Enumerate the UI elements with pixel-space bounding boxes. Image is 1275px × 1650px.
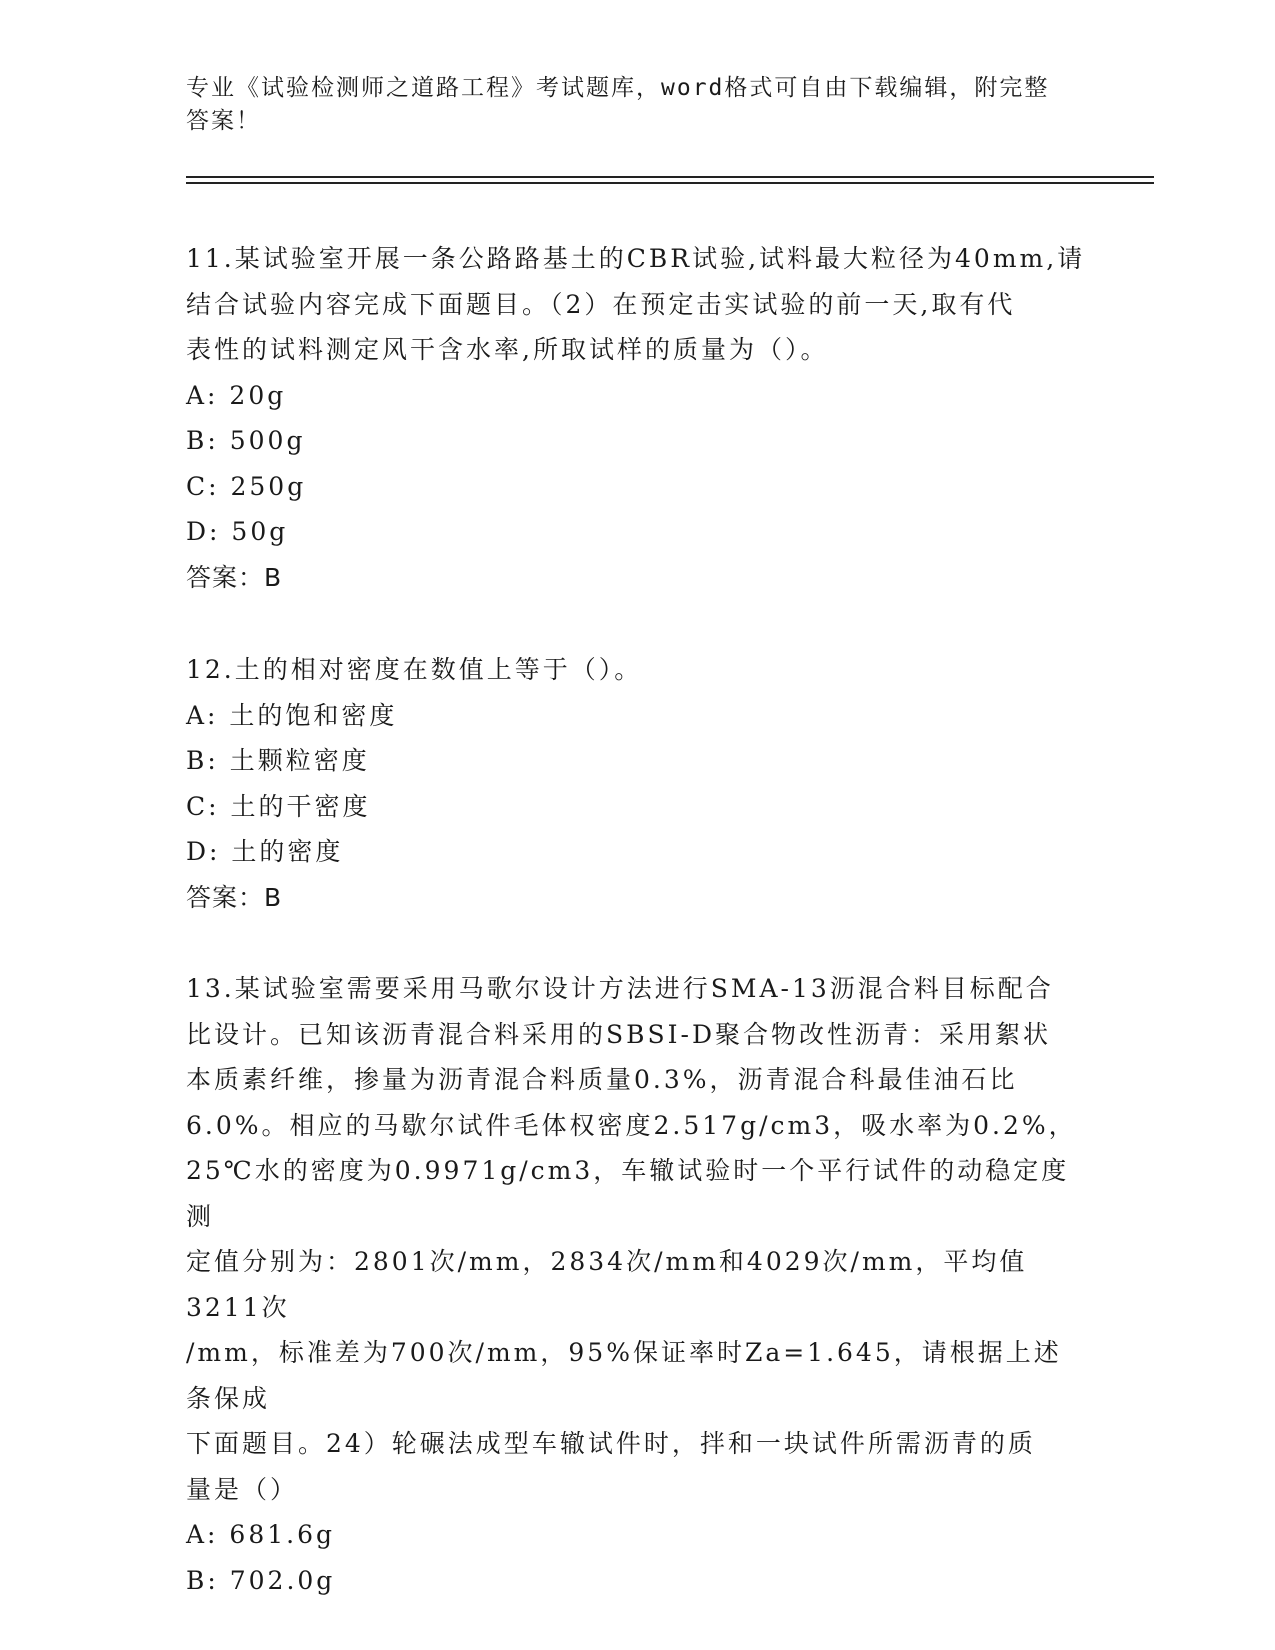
- question-stem-line: 6.0%。相应的马歇尔试件毛体权密度2.517g/cm3，吸水率为0.2%，: [186, 1110, 1077, 1140]
- question-stem-line: 下面题目。24）轮碾法成型车辙试件时，拌和一块试件所需沥青的质: [186, 1429, 1036, 1458]
- question-stem-line: 11.某试验室开展一条公路路基土的CBR试验,试料最大粒径为40mm,请: [186, 244, 1086, 273]
- option-c: C: 土的干密度: [186, 791, 371, 821]
- header-divider-bottom: [186, 182, 1154, 184]
- option-a: A: 681.6g: [186, 1520, 335, 1549]
- option-c: C: 250g: [186, 471, 307, 501]
- answer: 答案：B: [186, 882, 283, 912]
- question-stem-line: 量是（）: [186, 1474, 299, 1504]
- question-12: [186, 647, 1086, 920]
- answer: 答案：B: [186, 562, 283, 592]
- question-stem-line: 比设计。已知该沥青混合料采用的SBSI-D聚合物改性沥青：采用絮状: [186, 1019, 1051, 1049]
- question-stem-line: 13.某试验室需要采用马歌尔设计方法进行SMA-13沥混合料目标配合: [186, 974, 1054, 1003]
- option-b: B: 702.0g: [186, 1565, 336, 1595]
- header-divider-top: [186, 176, 1154, 178]
- question-stem-line: 结合试验内容完成下面题目。（2）在预定击实试验的前一天,取有代: [186, 289, 1016, 319]
- question-11: [186, 236, 1086, 600]
- question-13: [186, 966, 1086, 1603]
- option-b: B: 500g: [186, 426, 306, 455]
- question-stem-line: 定值分别为：2801次/mm，2834次/mm和4029次/mm，平均值3211次: [186, 1247, 1028, 1322]
- option-a: A: 20g: [186, 380, 287, 410]
- option-a: A: 土的饱和密度: [186, 700, 398, 730]
- option-d: D: 50g: [186, 517, 289, 546]
- question-stem-line: /mm，标准差为700次/mm，95%保证率时Za=1.645，请根据上述条保成: [186, 1338, 1062, 1413]
- question-stem-line: 12.土的相对密度在数值上等于（）。: [186, 655, 643, 684]
- question-stem-line: 本质素纤维，掺量为沥青混合料质量0.3%，沥青混合科最佳油石比: [186, 1065, 1018, 1094]
- option-b: B: 土颗粒密度: [186, 746, 370, 775]
- document-header: 专业《试验检测师之道路工程》考试题库，word格式可自由下载编辑，附完整答案！: [186, 75, 1050, 134]
- option-d: D: 土的密度: [186, 837, 344, 866]
- question-stem-line: 表性的试料测定风干含水率,所取试样的质量为（）。: [186, 335, 829, 364]
- question-stem-line: 25℃水的密度为0.9971g/cm3，车辙试验时一个平行试件的动稳定度测: [186, 1156, 1070, 1231]
